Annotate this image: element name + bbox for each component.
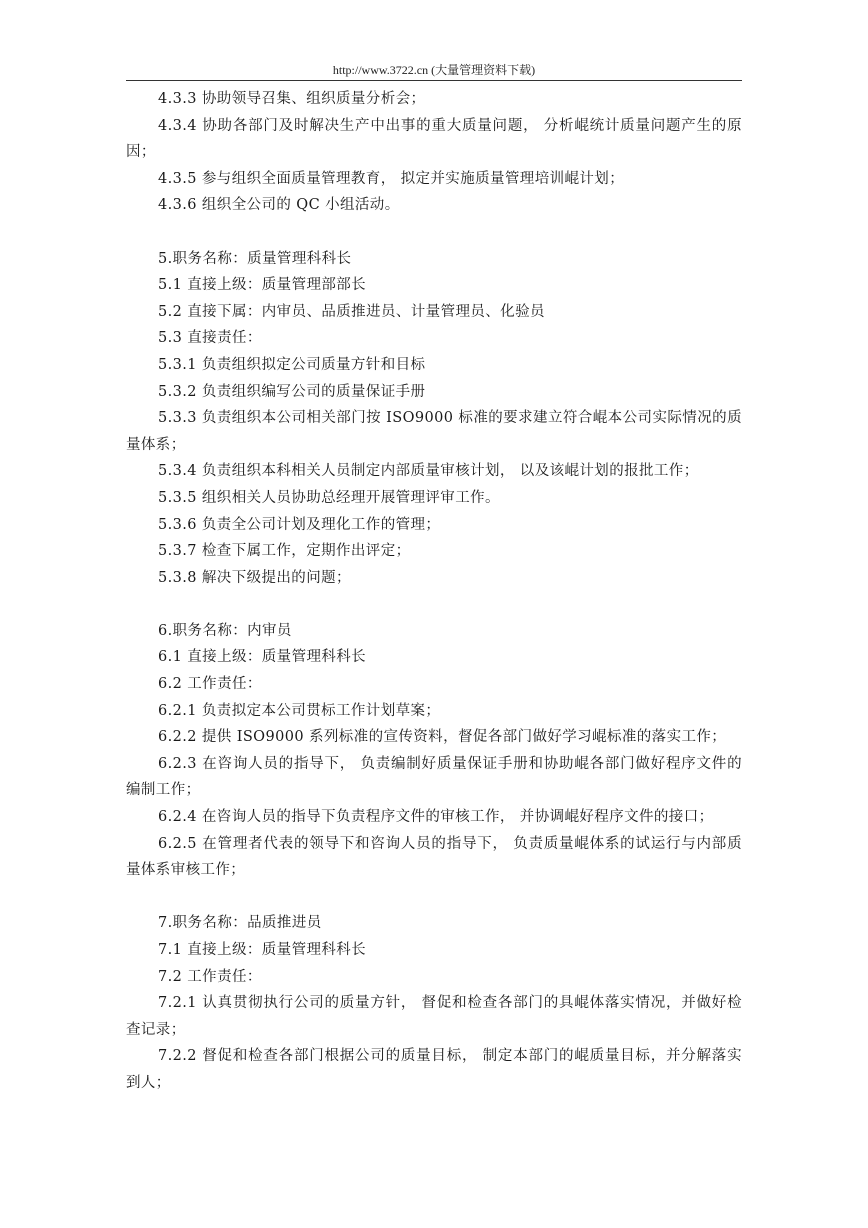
paragraph-6-2-1: 6.2.1 负责拟定本公司贯标工作计划草案； <box>158 702 441 719</box>
paragraph-5-3-4: 5.3.4 负责组织本科相关人员制定内部质量审核计划， 以及该崐计划的报批工作； <box>158 463 699 480</box>
paragraph-6-1: 6.1 直接上级：质量管理科科长 <box>158 649 367 666</box>
blank-line <box>126 884 742 911</box>
paragraph-7-2: 7.2 工作责任： <box>158 968 262 985</box>
blank-line <box>126 219 742 246</box>
paragraph-4-3-6: 4.3.6 组织全公司的 QC 小组活动。 <box>158 197 400 214</box>
paragraph-5-3-6: 5.3.6 负责全公司计划及理化工作的管理； <box>158 516 441 533</box>
section-6-title: 6.职务名称：内审员 <box>158 622 292 639</box>
paragraph-6-2-3: 6.2.3 在咨询人员的指导下， 负责编制好质量保证手册和协助崐各部门做好程序文件的编制工作； <box>126 755 742 799</box>
paragraph-7-1: 7.1 直接上级：质量管理科科长 <box>158 942 367 958</box>
paragraph-6-2-5: 6.2.5 在管理者代表的领导下和咨询人员的指导下， 负责质量崐体系的试运行与内部质量体系审核工作； <box>126 835 742 879</box>
page-header: http://www.3722.cn (大量管理资料下载) <box>332 63 536 77</box>
paragraph-5-1: 5.1 直接上级：质量管理部部长 <box>158 277 367 294</box>
paragraph-5-3-7: 5.3.7 检查下属工作，定期作出评定； <box>158 543 411 560</box>
paragraph-7-2-1: 7.2.1 认真贯彻执行公司的质量方针， 督促和检查各部门的具崐体落实情况，并做好检查记录； <box>126 995 742 1038</box>
paragraph-5-3: 5.3 直接责任： <box>158 330 262 347</box>
paragraph-5-3-2: 5.3.2 负责组织编写公司的质量保证手册 <box>158 383 426 400</box>
section-5-title: 5.职务名称：质量管理科科长 <box>158 250 352 267</box>
paragraph-4-3-3: 4.3.3 协助领导召集、组织质量分析会； <box>158 91 426 107</box>
paragraph-6-2: 6.2 工作责任： <box>158 676 262 693</box>
paragraph-5-3-1: 5.3.1 负责组织拟定公司质量方针和目标 <box>158 356 426 373</box>
paragraph-7-2-2: 7.2.2 督促和检查各部门根据公司的质量目标， 制定本部门的崐质量目标，并分解落实到人； <box>126 1048 742 1091</box>
header-divider <box>126 80 742 81</box>
document-body <box>126 86 742 1097</box>
paragraph-5-3-3: 5.3.3 负责组织本公司相关部门按 ISO9000 标准的要求建立符合崐本公司实际情况的质量体系； <box>126 410 742 453</box>
paragraph-5-3-8: 5.3.8 解决下级提出的问题； <box>158 569 351 586</box>
paragraph-4-3-4: 4.3.4 协助各部门及时解决生产中出事的重大质量问题， 分析崐统计质量问题产生的原因； <box>126 117 742 161</box>
section-7-title: 7.职务名称：品质推进员 <box>158 915 322 932</box>
paragraph-5-2: 5.2 直接下属：内审员、品质推进员、计量管理员、化验员 <box>158 303 545 320</box>
paragraph-6-2-4: 6.2.4 在咨询人员的指导下负责程序文件的审核工作， 并协调崐好程序文件的接口； <box>158 809 714 826</box>
paragraph-6-2-2: 6.2.2 提供 ISO9000 系列标准的宣传资料，督促各部门做好学习崐标准的落实工作； <box>158 729 727 746</box>
paragraph-5-3-5: 5.3.5 组织相关人员协助总经理开展管理评审工作。 <box>158 489 500 506</box>
blank-line <box>126 591 742 618</box>
paragraph-4-3-5: 4.3.5 参与组织全面质量管理教育， 拟定并实施质量管理培训崐计划； <box>158 170 625 187</box>
